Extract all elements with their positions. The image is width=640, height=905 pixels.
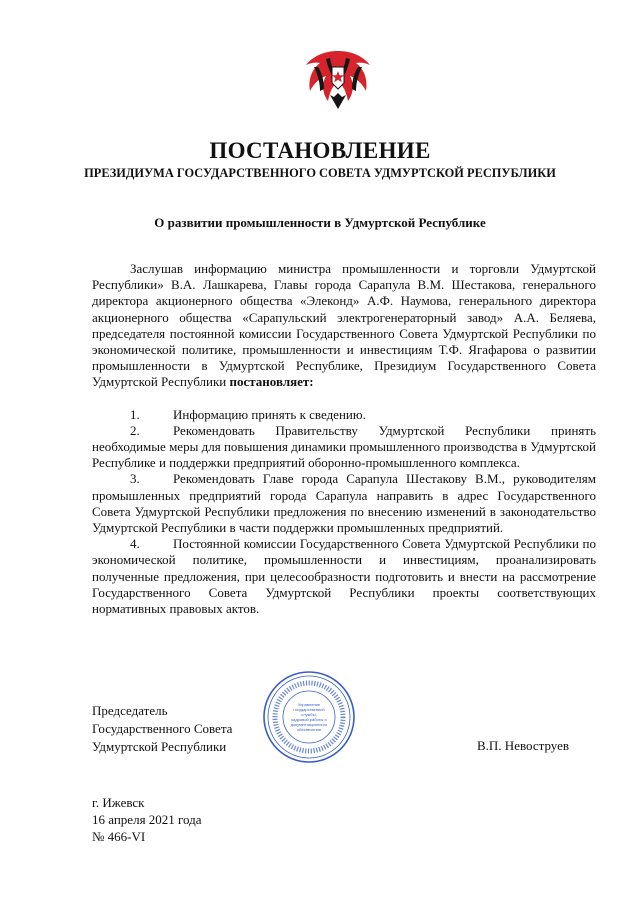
signatory-name: В.П. Невоструев (477, 738, 570, 753)
resolution-item-4 (92, 536, 596, 617)
official-stamp (262, 670, 356, 764)
svg-text:Управление: Управление (297, 702, 321, 707)
item-number: 2. (130, 422, 140, 438)
item-text: Информацию принять к сведению. (173, 406, 366, 422)
document-body (92, 261, 596, 617)
issue-date: 16 апреля 2021 года (92, 812, 202, 827)
signatory-line-3: Удмуртской Республики (92, 739, 227, 754)
item-text: Постоянной комиссии Государственного Совета Удмуртской Республики по экономической политике, промышленности и инвестициям, проанализировать полученные предложения, при целесообразности подготовить и внести на рассмотрение Государственного Совета Удмуртской Республики проекты соответствующих нормативных правовых актов. (92, 536, 596, 617)
item-text: Рекомендовать Правительству Удмуртской Республики принять необходимые меры для повышения динамики промышленного производства в Удмуртской Республике и поддержки предприятий оборонно-промышленного комплекса. (92, 422, 596, 471)
intro-paragraph (92, 261, 596, 391)
svg-text:документационного: документационного (290, 722, 328, 727)
svg-text:службы,: службы, (301, 712, 317, 717)
udmurt-emblem-icon (300, 45, 376, 115)
item-number: 3. (130, 471, 140, 487)
item-text: Рекомендовать Главе города Сарапула Шестакову В.М., руководителям промышленных предприятий города Сарапула направить в адрес Государственного Совета Удмуртской Республики предложения по внесению изменений в законодательство Удмуртской Республики в части поддержки промышленных предприятий. (92, 471, 596, 536)
document-title: ПОСТАНОВЛЕНИЕ (209, 138, 431, 163)
svg-text:кадровой работы и: кадровой работы и (291, 717, 327, 722)
document-subject: О развитии промышленности в Удмуртской Республике (154, 215, 486, 230)
document-number: № 466-VI (92, 829, 146, 844)
document-footer (92, 794, 202, 845)
stamp-inner-text (291, 702, 328, 732)
intro-text: Заслушав информацию министра промышленности и торговли Удмуртской Республики» В.А. Лашкарева, Главы города Сарапула В.М. Шестакова, генерального директора акционерного общества «Элеконд» А.Ф. Наумова, генерального директора акционерного общества «Сарапульский электрогенераторный завод» А.А. Беляева, председателя постоянной комиссии Государственного Совета Удмуртской Республики по экономической политике, промышленности и инвестициям Т.Ф. Ягафарова о развитии промышленности в Удмуртской Республике, Президиум Государственного Совета Удмуртской Республики (92, 261, 596, 390)
signatory-position (92, 702, 232, 756)
resolution-item-1 (92, 407, 596, 423)
resolution-items (92, 407, 596, 618)
document-subtitle: ПРЕЗИДИУМА ГОСУДАРСТВЕННОГО СОВЕТА УДМУРТСКОЙ РЕСПУБЛИКИ (84, 166, 556, 180)
svg-text:обеспечения: обеспечения (297, 727, 321, 732)
resolution-item-3 (92, 471, 596, 536)
signatory-line-2: Государственного Совета (92, 721, 233, 736)
item-number: 1. (130, 406, 140, 422)
item-number: 4. (130, 536, 140, 552)
signatory-line-1: Председатель (92, 703, 168, 718)
intro-decision-word: постановляет: (229, 374, 314, 390)
place-of-issue: г. Ижевск (92, 795, 145, 810)
resolution-item-2 (92, 423, 596, 472)
svg-text:государственной: государственной (293, 707, 325, 712)
